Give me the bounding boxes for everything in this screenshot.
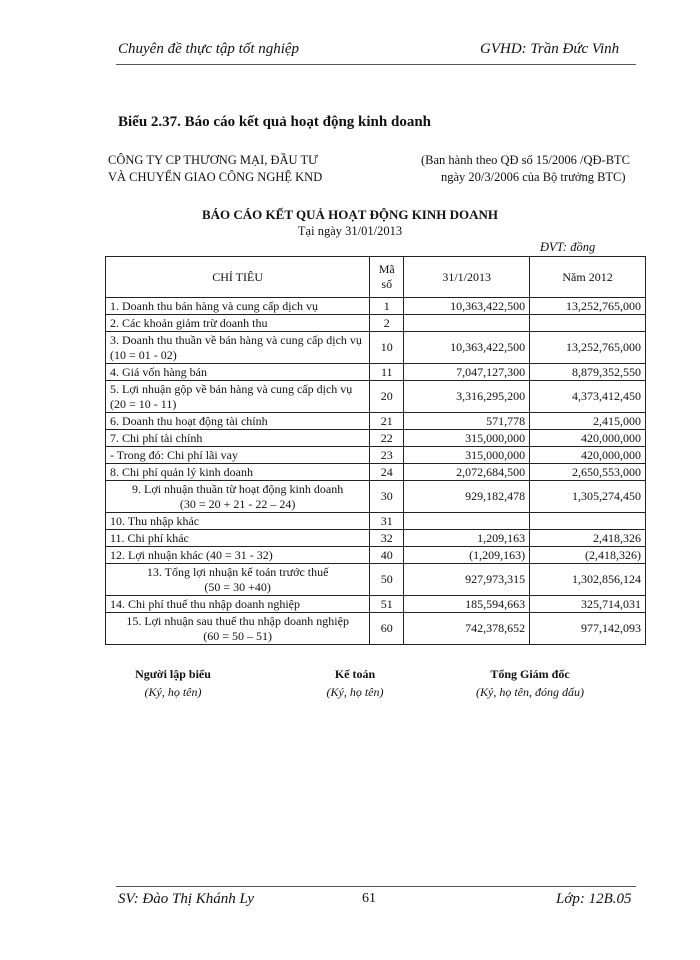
row-value-2012: 13,252,765,000 <box>530 332 646 364</box>
report-date: Tại ngày 31/01/2013 <box>297 224 403 238</box>
table-row <box>106 381 646 413</box>
signature-accountant-note: (Ký, họ tên) <box>326 685 384 699</box>
row-indicator: 2. Các khoản giảm trừ doanh thu <box>106 315 370 332</box>
table-row <box>106 413 646 430</box>
row-value-2013: 315,000,000 <box>404 447 530 464</box>
row-value-2013: 742,378,652 <box>404 613 530 645</box>
header-period-2013: 31/1/2013 <box>404 257 530 298</box>
row-code: 40 <box>370 547 404 564</box>
table-row <box>106 530 646 547</box>
row-indicator: 1. Doanh thu bán hàng và cung cấp dịch vụ <box>106 298 370 315</box>
row-code: 23 <box>370 447 404 464</box>
row-value-2012: 1,302,856,124 <box>530 564 646 596</box>
signature-preparer-note: (Ký, họ tên) <box>144 685 202 699</box>
header-supervisor: GVHD: Trần Đức Vinh <box>480 41 620 57</box>
footer-student: SV: Đào Thị Khánh Ly <box>118 891 255 907</box>
table-row <box>106 613 646 645</box>
row-value-2013: 929,182,478 <box>404 481 530 513</box>
row-indicator-formula: (60 = 50 – 51) <box>203 628 273 643</box>
table-row <box>106 481 646 513</box>
row-code: 60 <box>370 613 404 645</box>
row-indicator: 7. Chi phí tài chính <box>106 430 370 447</box>
income-statement-table <box>105 256 646 645</box>
row-value-2012 <box>530 513 646 530</box>
row-indicator <box>106 481 370 513</box>
table-row <box>106 564 646 596</box>
row-code: 2 <box>370 315 404 332</box>
header-code: Mã số <box>370 257 404 298</box>
row-code: 32 <box>370 530 404 547</box>
row-value-2013: 1,209,163 <box>404 530 530 547</box>
signature-director-title: Tổng Giám đốc <box>490 667 570 681</box>
row-indicator: 6. Doanh thu hoạt động tài chính <box>106 413 370 430</box>
row-value-2013: 2,072,684,500 <box>404 464 530 481</box>
row-indicator: 12. Lợi nhuận khác (40 = 31 - 32) <box>106 547 370 564</box>
row-indicator-formula: (30 = 20 + 21 - 22 – 24) <box>179 496 296 511</box>
row-indicator: 14. Chi phí thuế thu nhập doanh nghiệp <box>106 596 370 613</box>
row-value-2013: 185,594,663 <box>404 596 530 613</box>
table-row <box>106 430 646 447</box>
row-code: 31 <box>370 513 404 530</box>
figure-caption: Biểu 2.37. Báo cáo kết quả hoạt động kinh doanh <box>118 114 432 130</box>
header-title: Chuyên đề thực tập tốt nghiệp <box>118 41 300 57</box>
row-code: 10 <box>370 332 404 364</box>
row-value-2013: 3,316,295,200 <box>404 381 530 413</box>
row-value-2012: (2,418,326) <box>530 547 646 564</box>
row-code: 50 <box>370 564 404 596</box>
row-value-2012: 325,714,031 <box>530 596 646 613</box>
table-row <box>106 464 646 481</box>
row-value-2012: 977,142,093 <box>530 613 646 645</box>
signature-preparer-title: Người lập biểu <box>135 667 211 681</box>
row-value-2012: 4,373,412,450 <box>530 381 646 413</box>
row-indicator-line1: 13. Tổng lợi nhuận kế toán trước thuế <box>146 564 329 579</box>
regulation-line2: ngày 20/3/2006 của Bộ trưởng BTC) <box>441 170 626 184</box>
header-divider <box>116 64 636 65</box>
row-value-2012: 1,305,274,450 <box>530 481 646 513</box>
row-indicator-line1: 15. Lợi nhuận sau thuế thu nhập doanh nghiệp <box>126 613 349 628</box>
row-value-2013 <box>404 513 530 530</box>
row-indicator-line1: 9. Lợi nhuận thuần từ hoạt động kinh doanh <box>132 481 344 496</box>
company-name-line1: CÔNG TY CP THƯƠNG MẠI, ĐẦU TƯ <box>108 153 318 167</box>
footer-divider <box>116 886 636 887</box>
row-value-2012 <box>530 315 646 332</box>
row-indicator: 11. Chi phí khác <box>106 530 370 547</box>
row-value-2013: (1,209,163) <box>404 547 530 564</box>
row-indicator: 4. Giá vốn hàng bán <box>106 364 370 381</box>
table-row <box>106 298 646 315</box>
row-value-2013: 927,973,315 <box>404 564 530 596</box>
row-value-2012: 2,418,326 <box>530 530 646 547</box>
report-title: BÁO CÁO KẾT QUẢ HOẠT ĐỘNG KINH DOANH <box>201 207 499 222</box>
table-row <box>106 364 646 381</box>
signature-director-note: (Ký, họ tên, đóng dấu) <box>476 685 584 699</box>
table-row <box>106 513 646 530</box>
table-header-row <box>106 257 646 298</box>
row-indicator <box>106 613 370 645</box>
currency-unit: ĐVT: đồng <box>540 240 596 254</box>
page-number: 61 <box>362 891 376 906</box>
row-indicator: 3. Doanh thu thuần về bán hàng và cung cấp dịch vụ (10 = 01 - 02) <box>106 332 370 364</box>
signature-accountant-title: Kế toán <box>334 667 376 681</box>
row-value-2012: 420,000,000 <box>530 447 646 464</box>
row-code: 24 <box>370 464 404 481</box>
row-indicator-formula: (50 = 30 +40) <box>204 579 271 594</box>
header-year-2012: Năm 2012 <box>530 257 646 298</box>
table-row <box>106 332 646 364</box>
row-code: 30 <box>370 481 404 513</box>
row-indicator <box>106 564 370 596</box>
row-value-2013: 10,363,422,500 <box>404 332 530 364</box>
row-value-2012: 420,000,000 <box>530 430 646 447</box>
row-indicator: 8. Chi phí quản lý kinh doanh <box>106 464 370 481</box>
row-code: 51 <box>370 596 404 613</box>
row-indicator: 5. Lợi nhuận gộp về bán hàng và cung cấp dịch vụ (20 = 10 - 11) <box>106 381 370 413</box>
row-code: 1 <box>370 298 404 315</box>
row-value-2012: 2,650,553,000 <box>530 464 646 481</box>
row-value-2012: 8,879,352,550 <box>530 364 646 381</box>
table-row <box>106 315 646 332</box>
row-code: 21 <box>370 413 404 430</box>
table-row <box>106 547 646 564</box>
row-value-2013: 7,047,127,300 <box>404 364 530 381</box>
row-value-2013: 315,000,000 <box>404 430 530 447</box>
row-value-2013: 10,363,422,500 <box>404 298 530 315</box>
company-name-line2: VÀ CHUYỂN GIAO CÔNG NGHỆ KND <box>108 170 323 184</box>
row-code: 20 <box>370 381 404 413</box>
row-code: 11 <box>370 364 404 381</box>
table-row <box>106 447 646 464</box>
header-indicator: CHỈ TIÊU <box>106 257 370 298</box>
row-value-2013 <box>404 315 530 332</box>
row-code: 22 <box>370 430 404 447</box>
row-value-2013: 571,778 <box>404 413 530 430</box>
row-indicator: - Trong đó: Chi phí lãi vay <box>106 447 370 464</box>
table-row <box>106 596 646 613</box>
regulation-line1: (Ban hành theo QĐ số 15/2006 /QĐ-BTC <box>421 153 631 167</box>
row-indicator: 10. Thu nhập khác <box>106 513 370 530</box>
row-value-2012: 13,252,765,000 <box>530 298 646 315</box>
footer-class: Lớp: 12B.05 <box>556 891 632 907</box>
row-value-2012: 2,415,000 <box>530 413 646 430</box>
